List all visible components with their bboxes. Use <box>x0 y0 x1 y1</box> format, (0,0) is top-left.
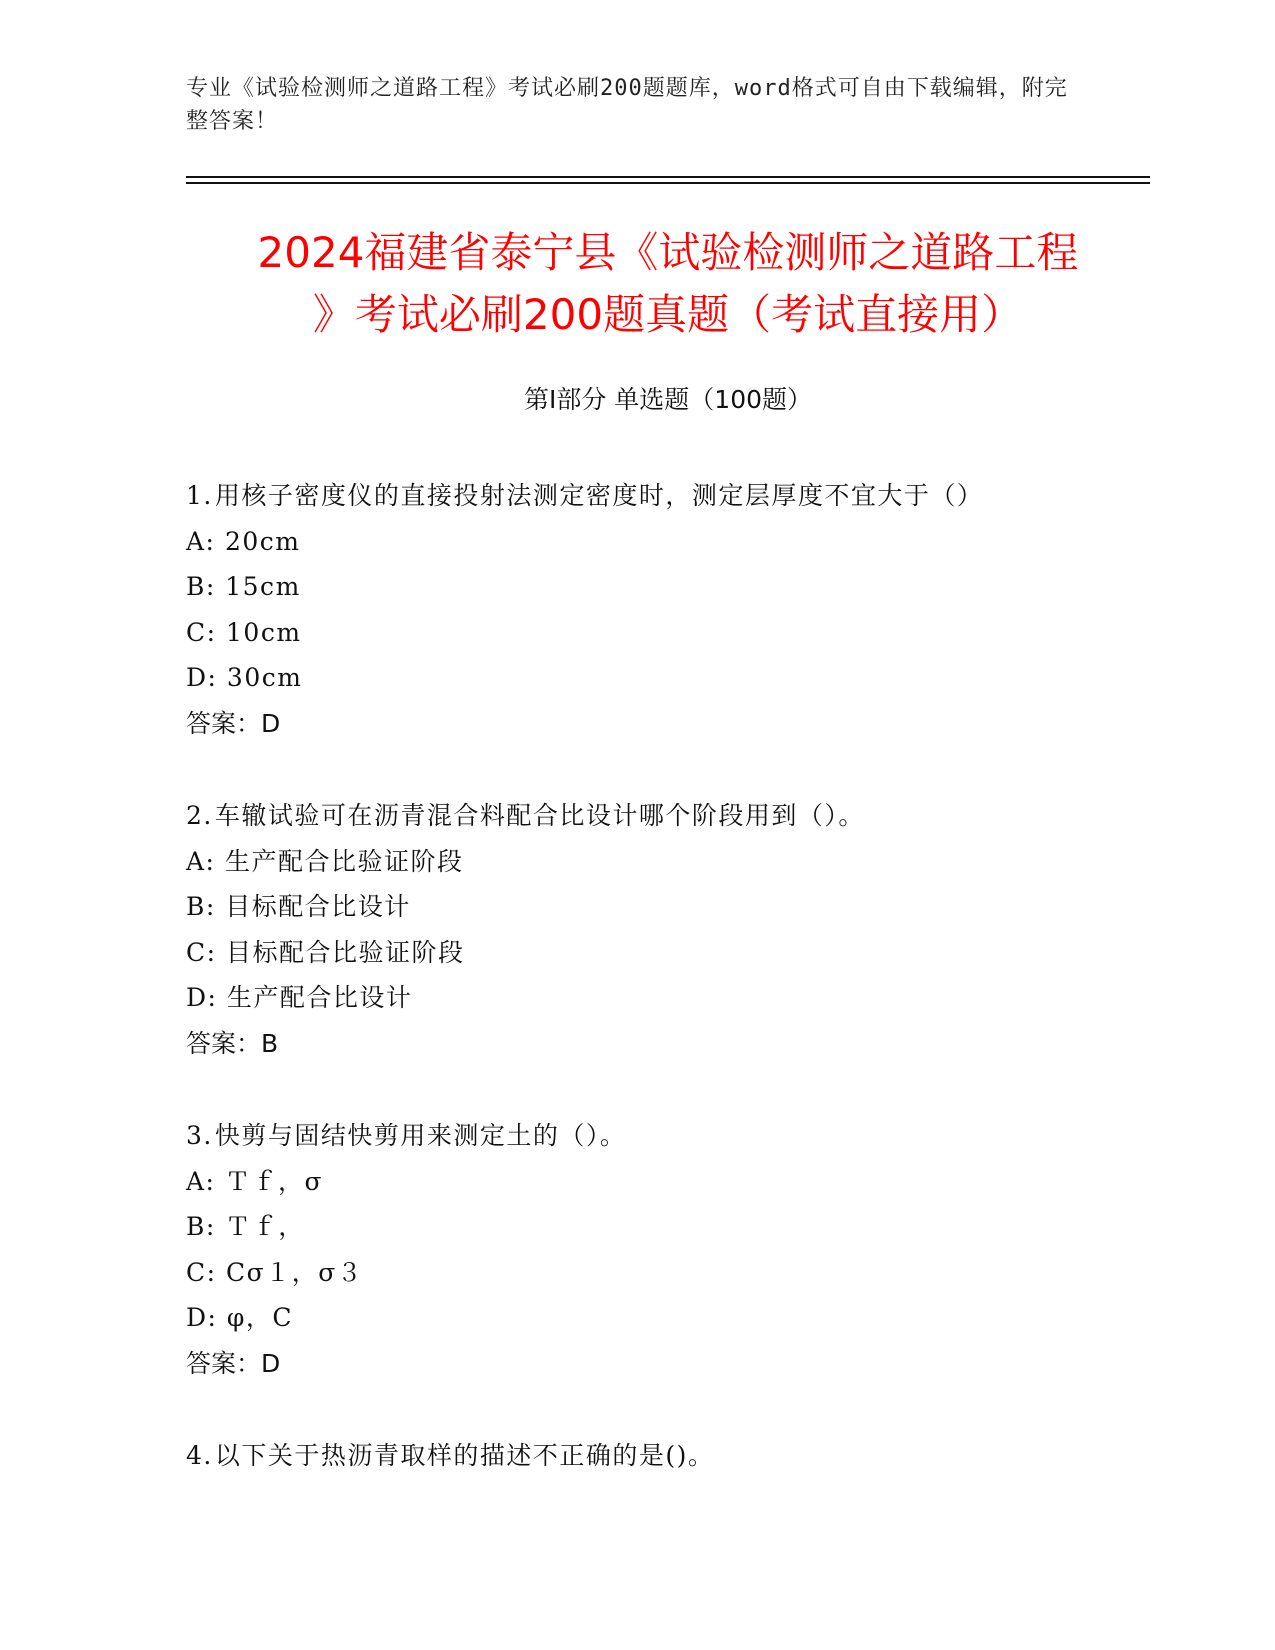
question-text: 用核子密度仪的直接投射法测定密度时，测定层厚度不宜大于（） <box>214 481 984 510</box>
option-text: 10cm <box>226 617 302 647</box>
answer-line <box>186 1021 1150 1067</box>
option-c <box>186 610 1150 656</box>
option-key: C: <box>186 937 217 967</box>
question-number: 1. <box>186 481 213 510</box>
answer-value: D <box>261 1348 281 1378</box>
option-key: A: <box>186 526 216 556</box>
option-text: 生产配合比设计 <box>226 983 413 1012</box>
option-key: D: <box>186 663 218 692</box>
question-stem <box>186 473 1150 519</box>
question-4 <box>186 1433 1150 1479</box>
option-b <box>186 1204 1150 1250</box>
question-1 <box>186 473 1150 746</box>
option-text: 目标配合比设计 <box>225 892 411 921</box>
document-title-line-1: 2024福建省泰宁县《试验检测师之道路工程 <box>257 228 1079 277</box>
option-text: Ｔｆ， <box>225 1212 305 1241</box>
option-text: 15cm <box>225 572 301 601</box>
option-text: 生产配合比验证阶段 <box>224 846 464 876</box>
question-number: 4. <box>186 1441 213 1470</box>
header-divider-top <box>186 176 1150 178</box>
option-key: B: <box>186 1212 216 1241</box>
option-a <box>186 1159 1150 1205</box>
answer-line <box>186 1341 1150 1387</box>
option-key: C: <box>186 1257 217 1287</box>
question-stem <box>186 1433 1150 1479</box>
option-key: B: <box>186 892 216 921</box>
section-title: 第I部分 单选题（100题） <box>523 385 813 414</box>
option-text: 目标配合比验证阶段 <box>226 937 465 967</box>
option-b <box>186 884 1150 930</box>
option-text: Ｔｆ，σ <box>224 1166 324 1196</box>
option-text: 20cm <box>224 526 301 556</box>
question-text: 快剪与固结快剪用来测定土的（）。 <box>214 1121 627 1150</box>
question-3 <box>186 1113 1150 1386</box>
option-d <box>186 1295 1150 1341</box>
option-a <box>186 519 1150 565</box>
option-text: 30cm <box>226 663 303 692</box>
question-2 <box>186 793 1150 1066</box>
question-stem <box>186 1113 1150 1159</box>
option-c <box>186 1250 1150 1296</box>
header-note: 专业《试验检测师之道路工程》考试必刷200题题库，word格式可自由下载编辑，附完整答案！ <box>186 76 1068 134</box>
question-number: 2. <box>186 801 213 830</box>
option-key: D: <box>186 983 218 1012</box>
answer-label: 答案： <box>186 708 262 738</box>
question-number: 3. <box>186 1121 213 1150</box>
answer-value: D <box>261 708 281 738</box>
option-d <box>186 655 1150 701</box>
answer-label: 答案： <box>186 1348 262 1378</box>
answer-label: 答案： <box>186 1028 262 1058</box>
option-key: B: <box>186 572 216 601</box>
answer-line <box>186 701 1150 747</box>
question-list <box>186 473 1150 1526</box>
option-key: A: <box>186 846 216 876</box>
answer-value: B <box>261 1028 279 1058</box>
question-stem <box>186 793 1150 839</box>
option-b <box>186 564 1150 610</box>
option-d <box>186 975 1150 1021</box>
option-key: D: <box>186 1303 218 1332</box>
question-text: 以下关于热沥青取样的描述不正确的是()。 <box>214 1441 715 1470</box>
document-title <box>186 222 1150 346</box>
document-title-line-2: 》考试必刷200题真题（考试直接用） <box>312 290 1024 339</box>
option-text: φ，C <box>226 1303 294 1332</box>
question-text: 车辙试验可在沥青混合料配合比设计哪个阶段用到（）。 <box>214 801 865 830</box>
option-key: C: <box>186 617 217 647</box>
option-a <box>186 839 1150 885</box>
option-c <box>186 930 1150 976</box>
option-key: A: <box>186 1166 216 1196</box>
option-text: Cσ１，σ３ <box>226 1257 364 1287</box>
header-divider-bottom <box>186 182 1150 184</box>
